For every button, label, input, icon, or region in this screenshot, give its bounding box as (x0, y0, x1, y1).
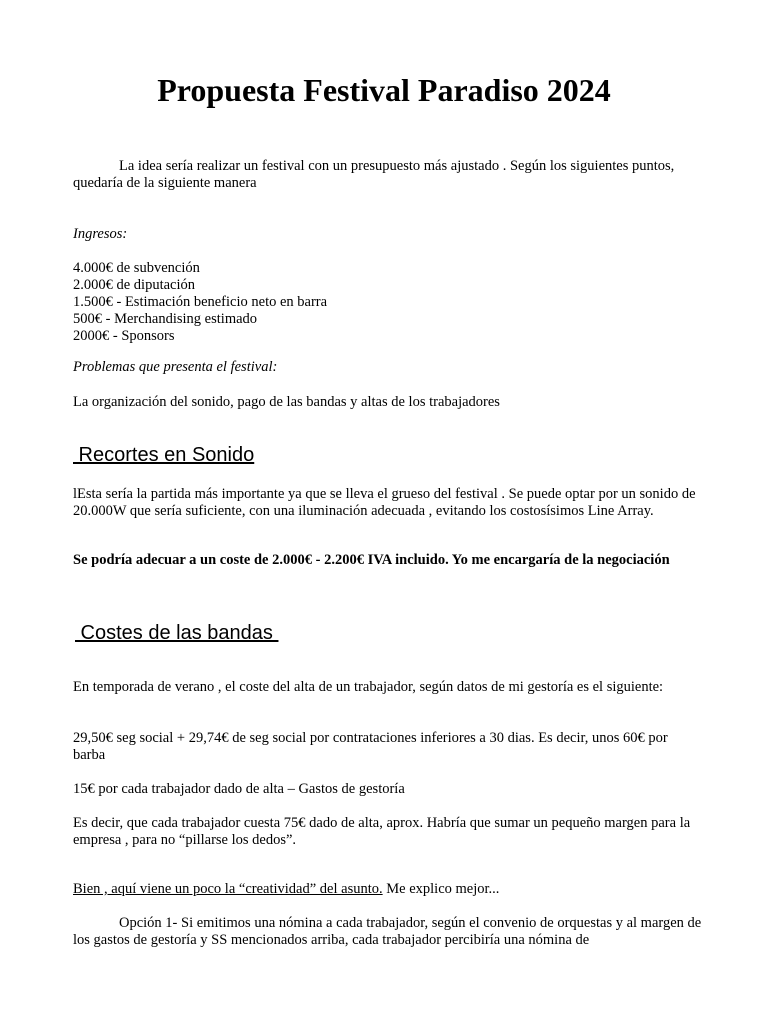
income-item: 4.000€ de subvención (73, 260, 200, 276)
bands-paragraph-2: 29,50€ seg social + 29,74€ de seg social por contrataciones inferiores a 30 dias. Es decir, unos 60€ por barba (73, 730, 668, 763)
bands-paragraph-1: En temporada de verano , el coste del alta de un trabajador, según datos de mi gestoría es el siguiente: (73, 679, 664, 695)
bands-paragraph-3: 15€ por cada trabajador dado de alta – Gastos de gestoría (73, 781, 405, 797)
income-item: 500€ - Merchandising estimado (73, 311, 258, 327)
bands-paragraph-4: Es decir, que cada trabajador cuesta 75€ dado de alta, aprox. Habría que sumar un pequeño margen para la empresa , para no “pillarse los dedos”. (73, 815, 691, 848)
section-heading-bands: Costes de las bandas (75, 622, 279, 644)
sound-paragraph: lEsta sería la partida más importante ya que se lleva el grueso del festival . Se puede optar por un sonido de 20.000W que sería suficiente, con una iluminación adecuada , evitando los costosísimos Line Array. (73, 486, 696, 519)
page-title: Propuesta Festival Paradiso 2024 (157, 72, 611, 108)
income-heading: Ingresos: (73, 226, 128, 242)
option1-paragraph: Opción 1- Si emitimos una nómina a cada trabajador, según el convenio de orquestas y al margen de los gastos de gestoría y SS mencionados arriba, cada trabajador percibiría una nómina de (73, 915, 702, 948)
income-list (73, 260, 703, 345)
income-item: 2000€ - Sponsors (73, 328, 175, 344)
section-heading-sound: Recortes en Sonido (73, 444, 255, 466)
income-item: 2.000€ de diputación (73, 277, 196, 293)
creativity-underlined: Bien , aquí viene un poco la “creatividad” del asunto. (73, 881, 383, 897)
problems-text: La organización del sonido, pago de las bandas y altas de los trabajadores (73, 394, 500, 410)
income-item: 1.500€ - Estimación beneficio neto en barra (73, 294, 328, 310)
creativity-paragraph (73, 881, 703, 898)
sound-cost-paragraph: Se podría adecuar a un coste de 2.000€ - 2.200€ IVA incluido. Yo me encargaría de la negociación (73, 552, 670, 568)
intro-paragraph: La idea sería realizar un festival con un presupuesto más ajustado . Según los siguientes puntos, quedaría de la siguiente manera (73, 158, 675, 191)
creativity-rest: Me explico mejor... (382, 881, 500, 897)
problems-heading: Problemas que presenta el festival: (73, 359, 278, 375)
